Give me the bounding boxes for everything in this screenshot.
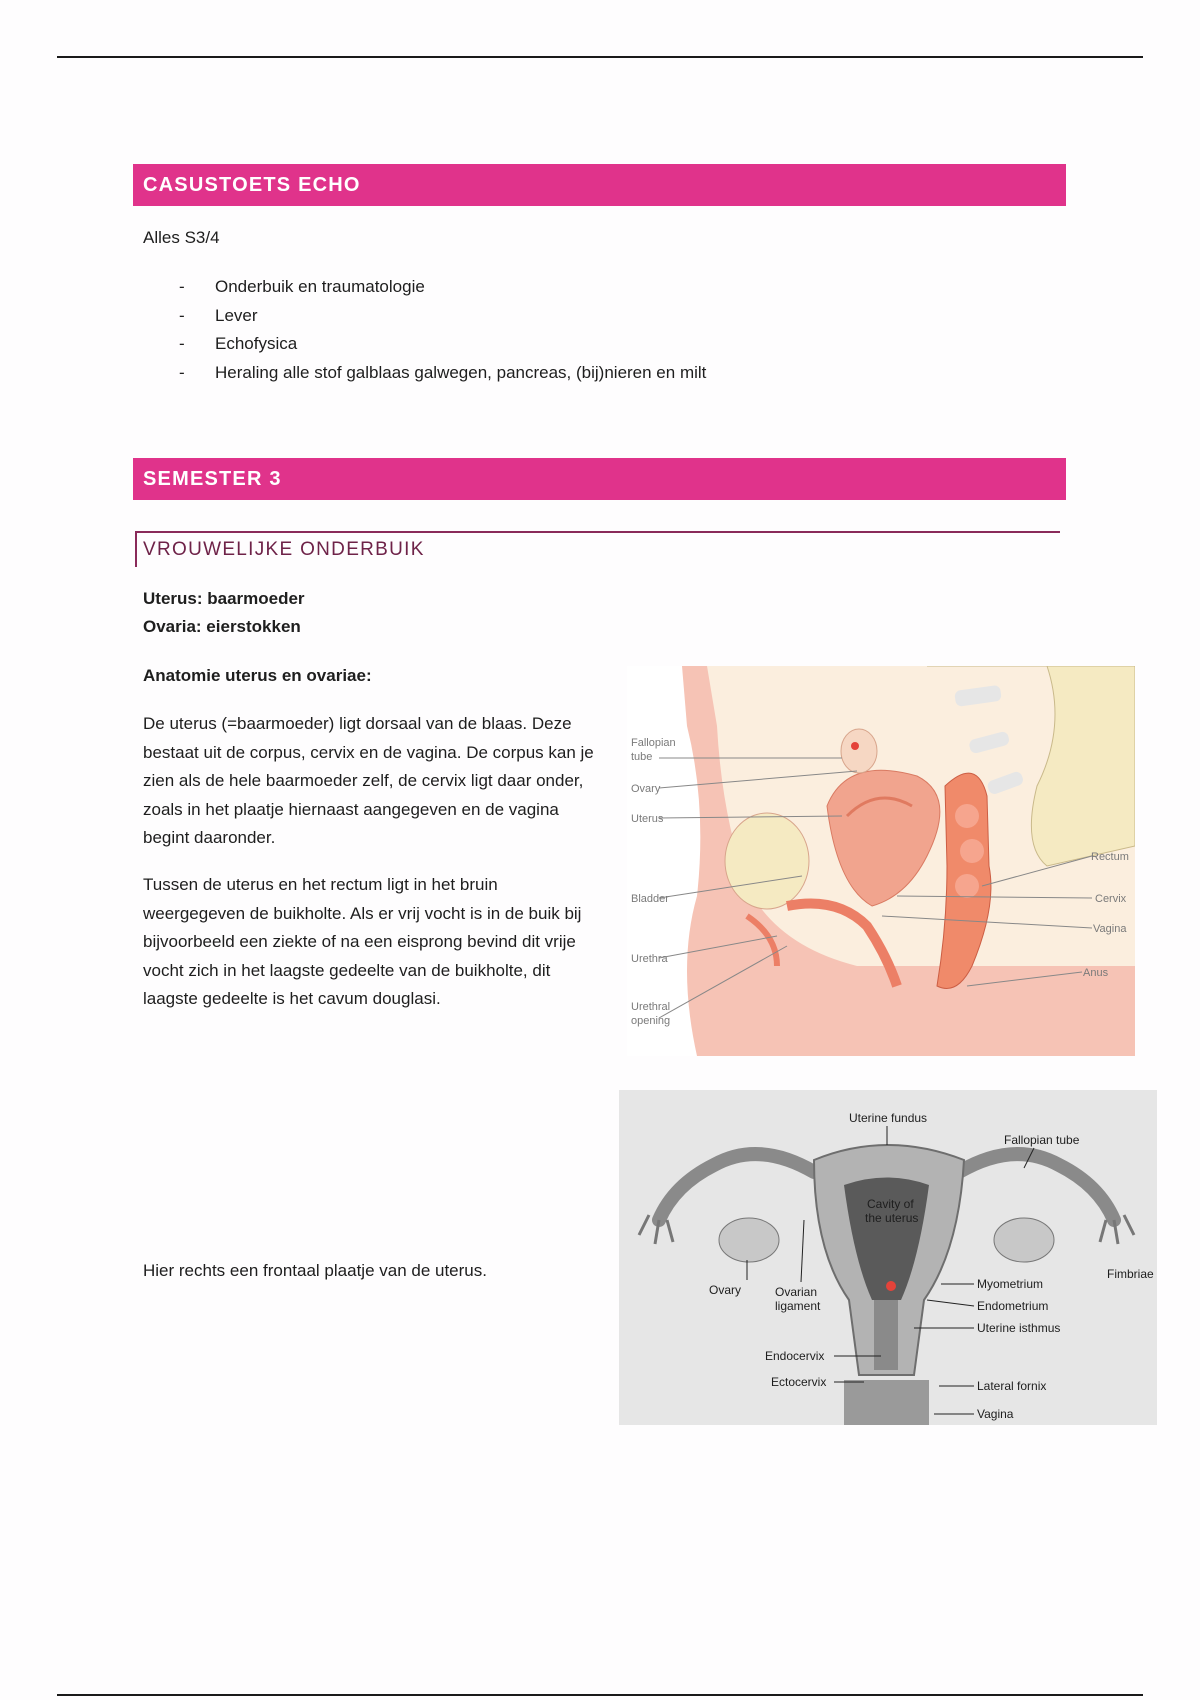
top-rule xyxy=(57,56,1143,58)
intro-line: Alles S3/4 xyxy=(143,228,220,247)
label-lateral-fornix: Lateral fornix xyxy=(977,1379,1047,1393)
list-item: - Onderbuik en traumatologie xyxy=(143,273,706,302)
label-cavity-2: the uterus xyxy=(865,1211,919,1225)
sagittal-anatomy-figure xyxy=(627,666,1135,1056)
topic-list xyxy=(143,273,706,387)
section-band-casustoets: CASUSTOETS ECHO xyxy=(133,164,1066,206)
paragraph-cavum: Tussen de uterus en het rectum ligt in het bruin weergegeven de buikholte. Als er vrij vocht is in de buik bij bijvoorbeeld een ziekte of na een eisprong bevind dit vrije vocht zich in het laagste gedeelte van de buikholte, dit laagste gedeelte is het cavum douglasi. xyxy=(143,875,582,1008)
label-ovary: Ovary xyxy=(631,783,661,795)
label-cavity: Cavity of xyxy=(867,1197,914,1211)
label-uterine-fundus: Uterine fundus xyxy=(849,1111,928,1125)
label-fallopian: Fallopian xyxy=(631,737,676,749)
label-vagina: Vagina xyxy=(1093,923,1127,935)
label-endometrium: Endometrium xyxy=(977,1299,1049,1313)
label-ovarian-ligament-2: ligament xyxy=(775,1299,821,1313)
label-fallopian-tube: Fallopian tube xyxy=(1004,1133,1080,1147)
label-fallopian-2: tube xyxy=(631,751,653,763)
label-urethral-opening: Urethral xyxy=(631,1001,671,1013)
label-ovarian-ligament: Ovarian xyxy=(775,1285,818,1299)
label-uterine-isthmus: Uterine isthmus xyxy=(977,1321,1061,1335)
label-fimbriae: Fimbriae xyxy=(1107,1267,1154,1281)
label-uterus: Uterus xyxy=(631,813,664,825)
list-item: - Lever xyxy=(143,302,706,331)
label-cervix: Cervix xyxy=(1095,893,1127,905)
bottom-rule xyxy=(57,1694,1143,1696)
label-urethral-opening-2: opening xyxy=(631,1015,671,1027)
label-bladder: Bladder xyxy=(631,893,669,905)
label-anus: Anus xyxy=(1083,967,1109,979)
label-urethra: Urethra xyxy=(631,953,668,965)
paragraph-uterus: De uterus (=baarmoeder) ligt dorsaal van de blaas. Deze bestaat uit de corpus, cervix en de vagina. De corpus kan je zien als de hele baarmoeder zelf, de cervix ligt daar onder, zoals in het plaatje hiernaast aangegeven en de vagina begint daaronder. xyxy=(143,714,594,847)
list-item: - Heraling alle stof galblaas galwegen, pancreas, (bij)nieren en milt xyxy=(143,359,706,388)
definition-ovaria: Ovaria: eierstokken xyxy=(143,617,301,636)
label-endocervix: Endocervix xyxy=(765,1349,825,1363)
frontal-uterus-figure xyxy=(619,1090,1157,1425)
definition-uterus: Uterus: baarmoeder xyxy=(143,589,305,608)
section-band-semester: SEMESTER 3 xyxy=(133,458,1066,500)
label-rectum: Rectum xyxy=(1091,851,1129,863)
label-ovary: Ovary xyxy=(709,1283,742,1297)
label-vagina: Vagina xyxy=(977,1407,1014,1421)
paragraph-frontal: Hier rechts een frontaal plaatje van de uterus. xyxy=(143,1261,487,1280)
label-myometrium: Myometrium xyxy=(977,1277,1044,1291)
anatomy-heading: Anatomie uterus en ovariae: xyxy=(143,666,372,685)
subsection-heading: VROUWELIJKE ONDERBUIK xyxy=(135,531,1060,567)
list-item: - Echofysica xyxy=(143,330,706,359)
label-ectocervix: Ectocervix xyxy=(771,1375,827,1389)
